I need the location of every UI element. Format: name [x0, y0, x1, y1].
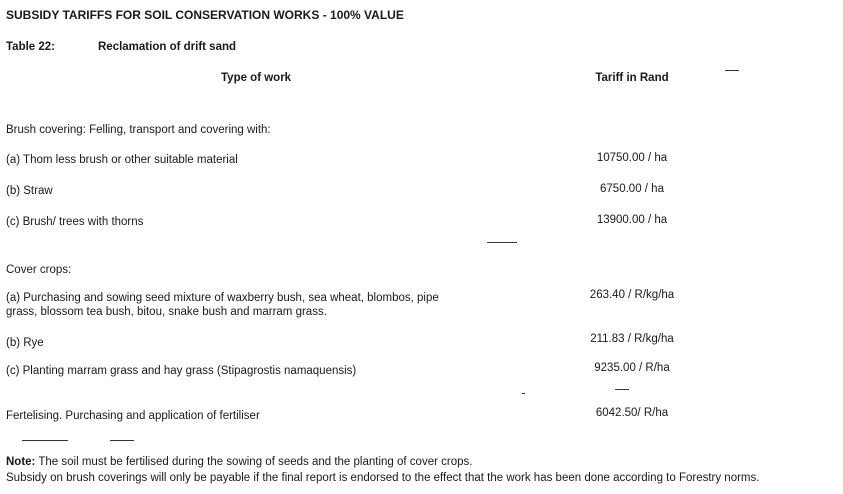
scan-mark	[725, 70, 739, 71]
section-heading-brush: Brush covering: Felling, transport and covering with:	[6, 124, 271, 136]
column-header-tariff: Tariff in Rand	[595, 72, 669, 84]
table-row-label: Fertelising. Purchasing and application of fertiliser	[6, 410, 260, 422]
document-title: SUBSIDY TARIFFS FOR SOIL CONSERVATION WORKS - 100% VALUE	[6, 8, 404, 22]
scan-mark	[615, 389, 629, 390]
table-row-tariff: 6042.50/ R/ha	[595, 407, 669, 419]
scan-mark	[22, 440, 68, 441]
note-label: Note:	[6, 456, 36, 468]
table-row-label: (c) Planting marram grass and hay grass (Stipagrostis namaquensis)	[6, 365, 357, 377]
table-row-label-continuation: grass, blossom tea bush, bitou, snake bush and marram grass.	[6, 306, 327, 318]
table-row-label: (b) Rye	[6, 337, 44, 349]
table-title: Reclamation of drift sand	[98, 41, 237, 53]
table-label: Table 22:	[6, 41, 55, 53]
table-row-tariff: 211.83 / R/kg/ha	[590, 333, 674, 345]
table-row-label: (a) Purchasing and sowing seed mixture of waxberry bush, sea wheat, blombos, pipe	[6, 292, 439, 304]
table-row-tariff: 9235.00 / R/ha	[594, 362, 670, 374]
note-line-1	[6, 456, 472, 468]
table-row-label: (b) Straw	[6, 185, 53, 197]
column-header-type: Type of work	[221, 72, 292, 84]
note-line-2: Subsidy on brush coverings will only be payable if the final report is endorsed to the effect that the work has been done according to Forestry norms.	[6, 472, 760, 484]
table-row-label: (a) Thom less brush or other suitable material	[6, 154, 238, 166]
scan-mark	[522, 393, 525, 394]
table-row-tariff: 6750.00 / ha	[600, 183, 664, 195]
note-text: The soil must be fertilised during the sowing of seeds and the planting of cover crops.	[35, 456, 473, 468]
table-row-tariff: 10750.00 / ha	[596, 152, 668, 164]
table-row-label: (c) Brush/ trees with thorns	[6, 216, 144, 228]
section-heading-cover-crops: Cover crops:	[6, 264, 72, 276]
table-row-tariff: 263.40 / R/kg/ha	[589, 289, 675, 301]
scan-mark	[110, 440, 134, 441]
table-row-tariff: 13900.00 / ha	[596, 214, 668, 226]
scan-mark	[487, 242, 517, 243]
